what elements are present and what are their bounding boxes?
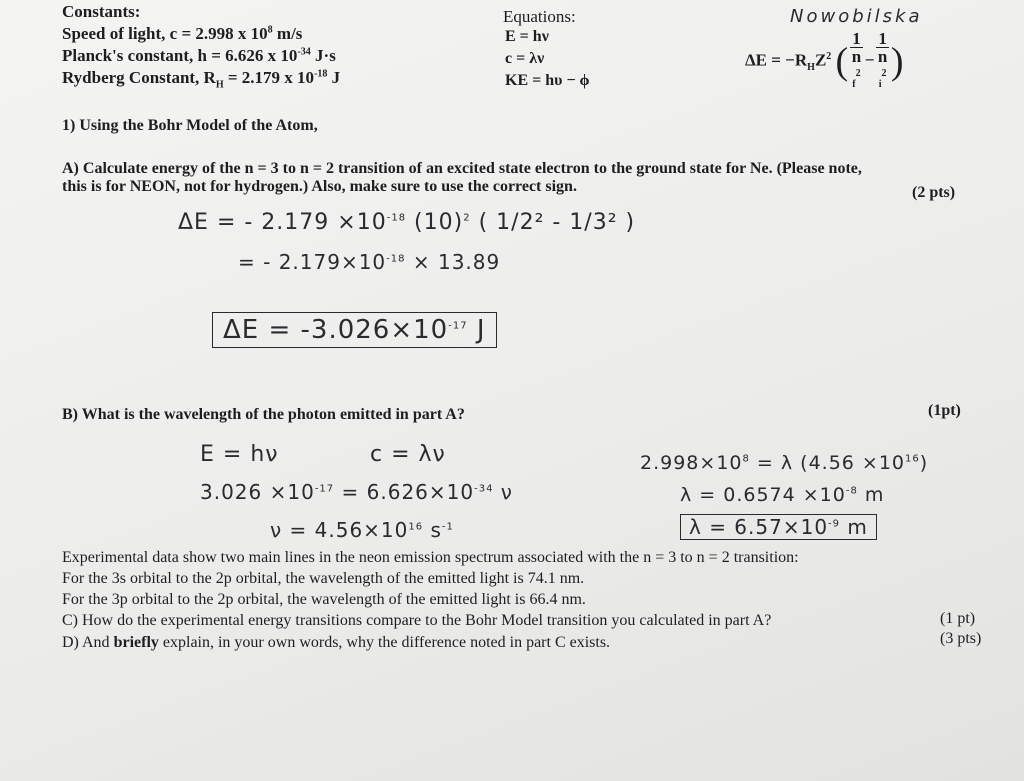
equation-energy: E = hν <box>505 28 549 45</box>
part-a-work-line1: ΔE = - $2.179 \times 10^{-18}$ $(10)^2$ ( 1/2² - 1/3² ) <box>178 210 636 235</box>
part-b-question: B) What is the wavelength of the photon emitted in part A? <box>62 406 465 423</box>
constant-speed-of-light: Speed of light, c = 2.998 x $10^8$ m/s <box>62 24 303 43</box>
part-b-work-right1: $2.998\times 10^8 = \lambda$ $(4.56 \times 10^{16})$ <box>640 452 929 474</box>
part-d-question: D) And briefly explain, in your own words, why the difference noted in part C exists. <box>62 634 611 651</box>
constant-planck: Planck's constant, h = 6.626 x $10^{-34}$ J·s <box>62 46 336 65</box>
part-b-points: (1pt) <box>928 402 961 419</box>
part-b-work-frequency: $\nu = 4.56\times 10^{16}$ $s^{-1}$ <box>270 518 454 542</box>
constants-heading: Constants: <box>62 2 141 21</box>
equation-wave: c = λν <box>505 50 545 67</box>
part-a-question-line1: A) Calculate energy of the n = 3 to n = 2 transition of an excited state electron to the ground state for Ne. (Please note, <box>62 160 862 177</box>
part-c-points: (1 pt) <box>940 610 976 627</box>
question-1: 1) Using the Bohr Model of the Atom, <box>62 117 318 134</box>
constant-rydberg: Rydberg Constant, $R_H = 2.179$ x $10^{-18}$ J <box>62 68 341 91</box>
part-b-answer-box: $\lambda = 6.57\times 10^{-9}$ m <box>680 514 877 540</box>
bohr-energy-formula: $\Delta E = -R_HZ^2$ ( 1 n $_f^2$ − 1 n $_i^2$ ) <box>745 29 904 91</box>
experimental-line3: For the 3p orbital to the 2p orbital, the wavelength of the emitted light is 66.4 nm. <box>62 591 586 608</box>
part-a-question-line2: this is for NEON, not for hydrogen.) Also, make sure to use the correct sign. <box>62 178 577 195</box>
part-b-work-right2: $\lambda = 0.6574 \times 10^{-8}$ m <box>680 484 885 506</box>
part-b-work-line2: $3.026 \times 10^{-17} = 6.626\times 10^{-34}$ ν <box>200 480 513 504</box>
experimental-line2: For the 3s orbital to the 2p orbital, the wavelength of the emitted light is 74.1 nm. <box>62 570 585 587</box>
part-c-question: C) How do the experimental energy transitions compare to the Bohr Model transition you calculated in part A? <box>62 612 772 629</box>
experimental-line1: Experimental data show two main lines in the neon emission spectrum associated with the n = 3 to n = 2 transition: <box>62 549 799 566</box>
part-a-points: (2 pts) <box>912 184 956 201</box>
part-d-points: (3 pts) <box>940 630 982 647</box>
part-b-work-wave: c = λν <box>370 442 446 467</box>
part-a-work-line2: = - $2.179\times 10^{-18} \times 13.89$ <box>238 250 501 274</box>
equations-heading: Equations: <box>503 7 576 26</box>
student-name: Nowobilska <box>790 6 923 27</box>
part-a-answer-box: $\Delta E = -3.026\times 10^{-17}$ J <box>212 312 497 348</box>
part-b-work-energy: E = hν <box>200 442 279 467</box>
equation-photoelectric: KE = hυ − ϕ <box>505 72 590 89</box>
